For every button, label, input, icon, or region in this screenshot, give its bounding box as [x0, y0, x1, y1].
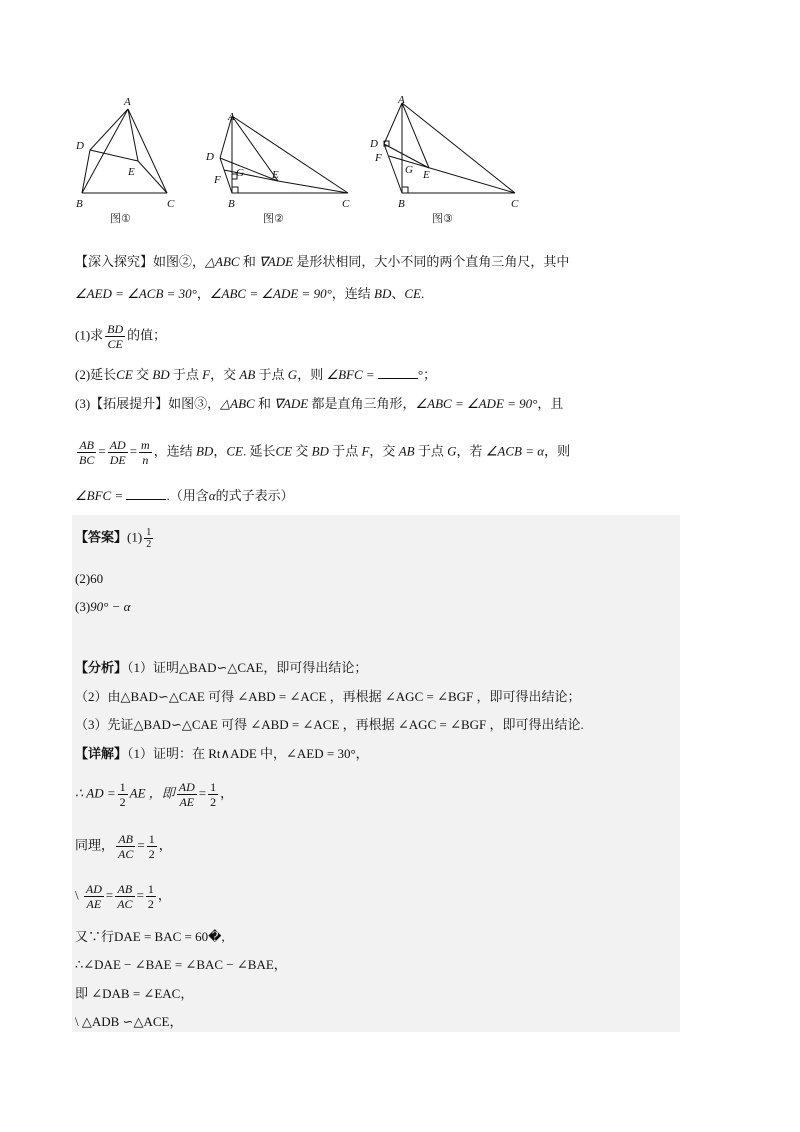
condition-angle-90: ∠ABC = ∠ADE = 90° — [209, 286, 332, 301]
q3-condition: ∠ABC = ∠ADE = 90° — [415, 396, 538, 411]
fig3-label-e: E — [423, 169, 430, 181]
figure-2 — [200, 108, 360, 210]
detail-line-6: ∴∠DAE − ∠BAE = ∠BAC − ∠BAE， — [75, 957, 287, 972]
detail-frac-ad-ae — [177, 780, 197, 809]
q2-text-c: 于点 — [169, 367, 203, 382]
q2-text-f2: ，则 — [297, 367, 327, 382]
fig3-label-g: G — [405, 164, 413, 176]
frac-den: DE — [109, 453, 126, 467]
detail-line-4 — [75, 882, 171, 911]
comma: ， — [196, 286, 210, 301]
problem-conditions — [75, 285, 424, 303]
fig1-label-c: C — [167, 198, 175, 210]
detail-half-1 — [118, 780, 128, 809]
q3-point-g: G — [447, 443, 457, 459]
q3-alpha: α — [208, 488, 216, 503]
q3-bd2: BD — [311, 443, 329, 459]
q3-text-k: ，若 — [456, 443, 486, 459]
figure-1 — [70, 95, 190, 210]
answer-1-prefix: (1) — [127, 529, 143, 545]
q3-and: 和 — [254, 396, 275, 411]
frac-num: AD — [178, 780, 195, 794]
answer-line-3 — [75, 598, 130, 616]
frac-den: AE — [86, 897, 102, 911]
fig2-label-g: G — [236, 167, 244, 179]
answer-3-prefix: (3) — [75, 599, 91, 614]
separator: 、 — [391, 286, 405, 301]
q3-frac-m-n — [139, 438, 152, 467]
frac-den: 2 — [119, 795, 126, 809]
frac-num: AD — [109, 438, 126, 452]
q3-frac-ab-bc — [77, 438, 96, 467]
q2-end: °； — [417, 367, 437, 382]
q3-frac-ad-de — [108, 438, 128, 467]
figure-2-diagram — [200, 108, 360, 210]
segment-ce: CE — [404, 286, 422, 301]
comma: ， — [157, 887, 171, 903]
and-text: 和 — [239, 254, 260, 269]
q3-text-m: .（用含 — [166, 488, 209, 503]
analysis-line-1: （1）证明△BAD∽△CAE，即可得出结论； — [127, 660, 368, 675]
frac-den: n — [142, 453, 149, 467]
frac-den: 2 — [210, 795, 217, 809]
detail-half-4 — [146, 882, 156, 911]
detail-ad: ∴ AD = — [75, 785, 116, 801]
detail-heading — [75, 745, 369, 763]
answer-line-2: (2)60 — [75, 571, 104, 586]
fig3-label-a: A — [398, 94, 405, 106]
q2-answer-blank[interactable] — [378, 366, 418, 379]
frac-num: AB — [116, 832, 135, 847]
comma: ， — [158, 837, 172, 853]
q2-text-e: 于点 — [255, 367, 288, 382]
question-3-ask — [75, 487, 294, 505]
q1-suffix: 的值； — [127, 327, 167, 343]
question-3-ratio: $\frac{AB}{BC}$ = $\frac{AD}{DE}$ = $\frac{m}{n}$ ，连结 BD，CE. 延长CE 交 BD 于点 F，交 AB 于点 G，若 ∠ACB = α，则 — [79, 438, 571, 467]
frac-den: AC — [118, 847, 134, 861]
figure-3-diagram — [365, 93, 530, 210]
equals: = — [198, 785, 207, 801]
fig1-label-e: E — [128, 166, 135, 178]
q2-text-b: 交 — [132, 367, 153, 382]
frac-num: m — [141, 438, 150, 452]
problem-intro-1: 【深入探究】如图②， — [75, 254, 206, 269]
q1-fraction — [105, 322, 125, 351]
q3-bd: BD — [195, 443, 214, 459]
fig2-label-f: F — [214, 174, 221, 186]
q3-ab: AB — [398, 443, 415, 459]
frac-num: AB — [115, 882, 134, 897]
q2-ab: AB — [239, 367, 256, 382]
figure-2-caption: 图② — [263, 212, 284, 225]
q3-triangle-abc: △ABC — [220, 396, 255, 411]
detail-line-1: （1）证明：在 Rt∧ADE 中，∠AED = 30°， — [127, 746, 369, 761]
detail-frac-ad-ae-2 — [84, 882, 104, 911]
analysis-label: 【分析】 — [75, 660, 128, 675]
problem-intro — [75, 253, 569, 271]
q3-text-h: 于点 — [328, 443, 362, 459]
problem-intro-2: 是形状相同，大小不同的两个直角三角尺，其中 — [293, 254, 570, 269]
frac-num: 1 — [147, 882, 154, 896]
q2-prefix: (2)延长 — [75, 367, 117, 382]
fig1-label-a: A — [124, 96, 131, 108]
frac-num: 1 — [146, 527, 152, 538]
q3-text-l: ，则 — [544, 443, 571, 459]
figure-1-caption: 图① — [110, 212, 131, 225]
connect-text: ，连结 — [331, 286, 375, 301]
detail-frac-ab-ac-2 — [115, 882, 134, 911]
q2-point-f: F — [202, 367, 211, 382]
q3-text-f: . 延长 — [242, 443, 276, 459]
detail-ae-text: AE ，即 — [129, 785, 175, 801]
analysis-heading — [75, 659, 367, 677]
answer-label: 【答案】 — [75, 529, 128, 545]
question-2 — [75, 366, 436, 384]
q3-angle-bfc: ∠BFC = — [75, 488, 124, 503]
q2-bd: BD — [152, 367, 170, 382]
frac-num: 1 — [210, 780, 217, 794]
figure-3-caption: 图③ — [432, 212, 453, 225]
q3-prefix: (3)【拓展提升】如图③， — [75, 396, 221, 411]
q2-ce: CE — [116, 367, 133, 382]
q3-triangle-ade: ∇ADE — [274, 396, 309, 411]
q2-text-d: ，交 — [210, 367, 240, 382]
fig2-label-d: D — [206, 151, 214, 163]
q3-text-b: 都是直角三角形， — [308, 396, 416, 411]
fig3-label-c: C — [511, 198, 519, 210]
fig1-label-d: D — [76, 140, 84, 152]
period: . — [421, 286, 425, 301]
fig2-label-b: B — [228, 198, 235, 210]
detail-line-3 — [75, 832, 172, 861]
detail-line-2 — [75, 780, 233, 809]
frac-den: AC — [117, 897, 133, 911]
frac-den: BC — [79, 453, 95, 467]
q2-angle-bfc: ∠BFC = — [326, 367, 375, 382]
q3-text-c: ，且 — [537, 396, 564, 411]
frac-den: AE — [179, 795, 195, 809]
frac-den: 2 — [147, 897, 154, 911]
answer-panel — [72, 515, 680, 1032]
q1-prefix: (1)求 — [75, 327, 104, 343]
fig3-label-f: F — [375, 152, 382, 164]
fig2-label-c: C — [342, 198, 350, 210]
q3-text-n: 的式子表示） — [215, 488, 294, 503]
therefore-symbol: \ — [75, 887, 82, 903]
detail-label: 【详解】 — [75, 746, 128, 761]
figure-1-diagram — [70, 95, 190, 210]
frac-den: 2 — [148, 847, 155, 861]
detail-line-7: 即 ∠DAB = ∠EAC， — [75, 986, 194, 1001]
answer-1-fraction — [144, 527, 153, 550]
detail-line-5: 又∵行DAE = BAC = 60�, — [75, 929, 225, 944]
frac-num: 1 — [119, 780, 126, 794]
q3-ce: CE — [226, 443, 243, 459]
q1-denominator: CE — [107, 337, 123, 351]
detail-half-3 — [147, 832, 157, 861]
equals: = — [136, 887, 144, 903]
condition-angle-30: ∠AED = ∠ACB = 30° — [75, 286, 197, 301]
answer-3-expression: 90° − α — [90, 599, 131, 614]
q3-point-f: F — [361, 443, 370, 459]
analysis-line-3: （3）先证△BAD∽△CAE 可得 ∠ABD = ∠ACE ，再根据 ∠AGC = ∠BGF ，即可得出结论. — [75, 717, 584, 732]
detail-half-2 — [208, 780, 218, 809]
answer-line-1 — [75, 527, 155, 550]
frac-den: 2 — [146, 539, 152, 550]
q3-text-d: ，连结 — [153, 443, 196, 459]
q3-answer-blank[interactable] — [126, 487, 166, 500]
q3-text-j: 于点 — [414, 443, 448, 459]
question-3 — [75, 395, 563, 413]
q3-ce2: CE — [275, 443, 293, 459]
question-1 — [75, 322, 166, 351]
frac-num: AD — [85, 882, 102, 896]
q1-numerator: BD — [107, 322, 124, 336]
equals: = — [105, 887, 114, 903]
frac-num: AB — [77, 438, 96, 453]
figure-3 — [365, 93, 530, 210]
detail-line-8: \ △ADB ∽△ACE， — [75, 1014, 183, 1029]
triangle-abc: △ABC — [205, 254, 240, 269]
fig1-label-b: B — [76, 198, 83, 210]
comma: ， — [220, 785, 234, 801]
frac-num: 1 — [148, 832, 155, 846]
q3-text-g: 交 — [292, 443, 312, 459]
fig2-label-e: E — [272, 169, 279, 181]
equals: = — [137, 837, 145, 853]
q3-angle-acb: ∠ACB = α — [485, 443, 545, 459]
detail-frac-ab-ac — [116, 832, 135, 861]
similarly-text: 同理， — [75, 837, 115, 853]
fig3-label-b: B — [398, 198, 405, 210]
analysis-line-2: （2）由△BAD∽△CAE 可得 ∠ABD = ∠ACE ，再根据 ∠AGC = ∠BGF ，即可得出结论； — [75, 689, 581, 704]
fig2-label-a: A — [228, 111, 235, 123]
q3-text-e: ， — [213, 443, 227, 459]
triangle-ade: ∇ADE — [259, 254, 294, 269]
segment-bd: BD — [374, 286, 392, 301]
fig3-label-d: D — [370, 138, 378, 150]
q3-text-i: ，交 — [369, 443, 399, 459]
q2-point-g: G — [287, 367, 298, 382]
